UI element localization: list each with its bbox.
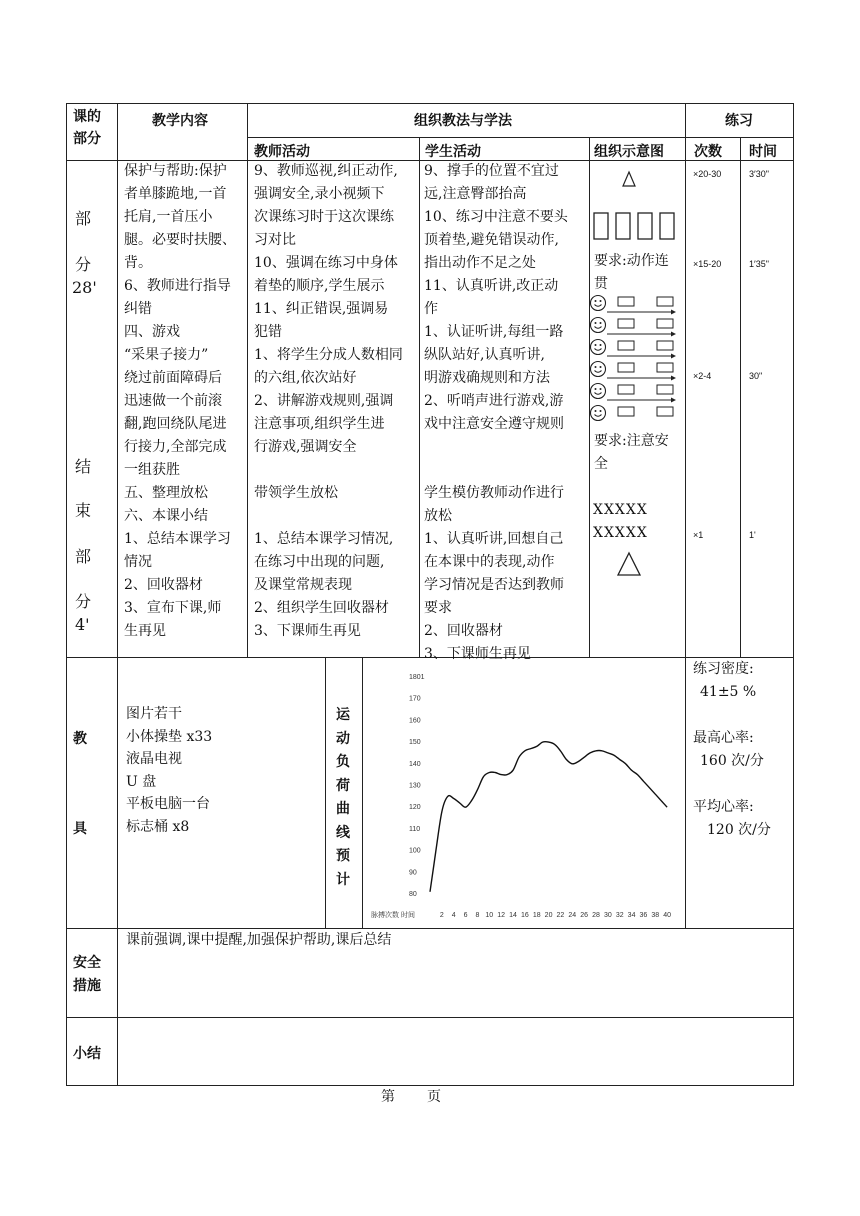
teacher-line: 及课堂常规表现 bbox=[254, 577, 352, 593]
content-line: 纠错 bbox=[124, 301, 152, 317]
y-tick-label: 90 bbox=[409, 869, 417, 877]
equipment-item: 液晶电视 bbox=[126, 751, 182, 767]
x-tick-label: 30 bbox=[603, 912, 612, 919]
student-line: 3、下课师生再见 bbox=[424, 646, 531, 662]
y-tick-label: 100 bbox=[409, 847, 421, 855]
student-line: 2、回收器材 bbox=[424, 623, 503, 639]
safety-label bbox=[73, 952, 101, 998]
part-label: 部 bbox=[75, 547, 92, 566]
student-line: 2、听哨声进行游戏,游 bbox=[424, 393, 564, 409]
teacher-activity bbox=[254, 160, 403, 643]
teacher-line: 习对比 bbox=[254, 232, 296, 248]
student-line: 戏中注意安全遵守规则 bbox=[424, 416, 564, 432]
equipment-label-top: 教 bbox=[73, 731, 87, 747]
header-student: 学生活动 bbox=[425, 144, 481, 160]
diagram-requirement-2a: 要求:注意安 bbox=[594, 433, 669, 449]
content-line: 腿。必要时扶腰、 bbox=[124, 232, 236, 248]
content-line: 行接力,全部完成 bbox=[124, 439, 227, 455]
student-line: 作 bbox=[424, 301, 438, 317]
x-tick-label: 16 bbox=[520, 912, 529, 919]
equipment-item: U 盘 bbox=[126, 773, 157, 790]
part-label: 28' bbox=[72, 278, 97, 297]
content-line: 翻,跑回绕队尾进 bbox=[124, 416, 227, 432]
header-method: 组织教法与学法 bbox=[414, 113, 512, 129]
part-label: 结 bbox=[75, 457, 92, 476]
x-axis-label: 脉搏次数 时间 bbox=[371, 912, 415, 919]
relay-team-diagram bbox=[589, 293, 685, 425]
x-tick-label: 40 bbox=[663, 912, 672, 919]
teacher-line bbox=[254, 459, 403, 482]
student-line bbox=[424, 436, 568, 459]
teacher-line: 9、教师巡视,纠正动作, bbox=[254, 163, 398, 179]
student-line: 纵队站好,认真听讲, bbox=[424, 347, 545, 363]
practice-count: ×1 bbox=[693, 530, 704, 540]
formation-row-2: XXXXX bbox=[593, 525, 648, 541]
practice-time: 3′30" bbox=[749, 169, 769, 179]
safety-label-line1: 安全 bbox=[73, 955, 101, 971]
teacher-line: 10、强调在练习中身体 bbox=[254, 255, 398, 271]
teacher-line: 注意事项,组织学生进 bbox=[254, 416, 385, 432]
formation-row-1: XXXXX bbox=[593, 502, 648, 518]
header-times: 次数 bbox=[694, 144, 722, 160]
practice-count: ×15-20 bbox=[693, 259, 722, 269]
load-curve-char: 预 bbox=[336, 848, 350, 864]
content-line: “采果子接力” bbox=[124, 347, 209, 363]
student-line: 10、练习中注意不要头 bbox=[424, 209, 568, 225]
heart-rate-series-line bbox=[430, 742, 667, 892]
student-line: 1、认证听讲,每组一路 bbox=[424, 324, 564, 340]
x-tick-label: 8 bbox=[475, 912, 480, 919]
part-label: 4' bbox=[75, 615, 90, 634]
student-line bbox=[424, 459, 568, 482]
content-line: 生再见 bbox=[124, 623, 166, 639]
x-tick-label: 14 bbox=[509, 912, 517, 919]
student-line: 11、认真听讲,改正动 bbox=[424, 278, 559, 294]
header-diagram: 组织示意图 bbox=[594, 144, 664, 160]
part-label: 束 bbox=[75, 501, 92, 520]
heart-rate-chart bbox=[363, 658, 685, 928]
teacher-line: 行游戏,强调安全 bbox=[254, 439, 357, 455]
density-label: 练习密度: bbox=[693, 661, 754, 677]
x-tick-label: 2 bbox=[439, 912, 444, 919]
teacher-line: 2、讲解游戏规则,强调 bbox=[254, 393, 394, 409]
x-tick-label: 18 bbox=[532, 912, 541, 919]
load-curve-char: 计 bbox=[336, 871, 350, 888]
teacher-triangle-icon bbox=[620, 170, 638, 188]
summary-label: 小结 bbox=[73, 1046, 101, 1062]
y-tick-label: 110 bbox=[409, 825, 421, 833]
student-line: 9、撑手的位置不宜过 bbox=[424, 163, 559, 179]
student-line: 1、认真听讲,回想自己 bbox=[424, 531, 564, 547]
content-line: 情况 bbox=[124, 554, 152, 570]
load-curve-char: 曲 bbox=[336, 801, 350, 817]
practice-time: 1′35" bbox=[749, 259, 769, 269]
student-line: 要求 bbox=[424, 600, 452, 616]
header-teacher: 教师活动 bbox=[254, 144, 310, 160]
teacher-line: 3、下课师生再见 bbox=[254, 623, 361, 639]
student-line: 放松 bbox=[424, 508, 452, 524]
content-line: 五、整理放松 bbox=[124, 485, 208, 501]
header-practice: 练习 bbox=[725, 113, 753, 129]
content-line: 1、总结本课学习 bbox=[124, 531, 231, 547]
student-line: 指出动作不足之处 bbox=[424, 255, 536, 271]
x-tick-label: 28 bbox=[592, 912, 600, 919]
part-label: 分 bbox=[75, 255, 92, 274]
content-line: 者单膝跪地,一首 bbox=[124, 186, 227, 202]
content-line: 一组获胜 bbox=[124, 462, 180, 478]
student-activity bbox=[424, 160, 568, 666]
teacher-triangle-icon bbox=[616, 551, 642, 577]
diagram-requirement-1a: 要求:动作连 bbox=[594, 253, 669, 269]
x-tick-label: 26 bbox=[580, 912, 589, 919]
part-label: 部 bbox=[75, 209, 92, 228]
y-tick-label: 150 bbox=[409, 739, 421, 747]
teacher-line: 带领学生放松 bbox=[254, 485, 338, 501]
header-content: 教学内容 bbox=[152, 113, 208, 129]
load-curve-char: 线 bbox=[336, 824, 350, 841]
teacher-line: 2、组织学生回收器材 bbox=[254, 600, 389, 616]
practice-time: 30" bbox=[749, 371, 763, 381]
y-tick-label: 80 bbox=[409, 891, 417, 898]
teacher-line: 的六组,依次站好 bbox=[254, 370, 357, 386]
content-line: 六、本课小结 bbox=[124, 508, 208, 524]
teaching-content bbox=[124, 160, 236, 643]
student-line: 顶着垫,避免错误动作, bbox=[424, 232, 559, 248]
safety-label-line2: 措施 bbox=[73, 978, 101, 994]
y-tick-label: 120 bbox=[409, 804, 421, 812]
max-hr-value: 160 次/分 bbox=[700, 753, 764, 769]
content-line: 6、教师进行指导 bbox=[124, 278, 231, 294]
mat-row-icon bbox=[592, 210, 682, 242]
load-curve-label bbox=[334, 704, 352, 892]
x-tick-label: 20 bbox=[544, 912, 553, 919]
x-tick-label: 38 bbox=[651, 912, 660, 919]
practice-time: 1' bbox=[749, 530, 756, 540]
x-tick-label: 32 bbox=[615, 912, 624, 919]
max-hr-label: 最高心率: bbox=[693, 730, 754, 746]
page-number-suffix: 页 bbox=[427, 1089, 441, 1105]
content-line: 背。 bbox=[124, 255, 152, 271]
y-tick-label: 140 bbox=[409, 760, 421, 768]
content-line: 托肩,一首压小 bbox=[124, 209, 213, 225]
x-tick-label: 12 bbox=[497, 912, 506, 919]
density-value: 41±5 % bbox=[700, 684, 757, 700]
equipment-item: 平板电脑一台 bbox=[126, 796, 210, 812]
x-tick-label: 6 bbox=[463, 912, 468, 919]
content-line: 2、回收器材 bbox=[124, 577, 203, 593]
x-tick-label: 34 bbox=[627, 912, 636, 919]
y-tick-label: 130 bbox=[409, 782, 421, 790]
practice-count: ×20-30 bbox=[693, 169, 722, 179]
x-tick-label: 36 bbox=[639, 912, 648, 919]
x-tick-label: 4 bbox=[451, 912, 456, 919]
teacher-line: 次课练习时于这次课练 bbox=[254, 209, 394, 225]
load-curve-char: 动 bbox=[336, 730, 350, 747]
avg-hr-label: 平均心率: bbox=[693, 799, 754, 815]
diagram-requirement-1b: 贯 bbox=[594, 276, 608, 292]
header-part bbox=[73, 106, 101, 150]
page-number-prefix: 第 bbox=[381, 1089, 395, 1105]
equipment-item: 小体操垫 x33 bbox=[126, 728, 213, 745]
x-tick-label: 22 bbox=[556, 912, 565, 919]
safety-text: 课前强调,课中提醒,加强保护帮助,课后总结 bbox=[126, 932, 392, 948]
teacher-line: 在练习中出现的问题, bbox=[254, 554, 385, 570]
content-line: 迅速做一个前滚 bbox=[124, 393, 222, 409]
load-curve-char: 运 bbox=[336, 707, 350, 723]
teacher-line: 强调安全,录小视频下 bbox=[254, 186, 385, 202]
content-line: 3、宣布下课,师 bbox=[124, 600, 222, 616]
teacher-line: 犯错 bbox=[254, 324, 282, 340]
student-line: 学习情况是否达到教师 bbox=[424, 577, 564, 593]
relay-row bbox=[591, 296, 677, 315]
student-line: 在本课中的表现,动作 bbox=[424, 554, 555, 570]
header-part-line1: 课的 bbox=[73, 109, 101, 125]
x-tick-label: 10 bbox=[485, 912, 494, 919]
part-label: 分 bbox=[75, 592, 92, 611]
y-tick-label: 160 bbox=[409, 717, 421, 725]
header-part-line2: 部分 bbox=[73, 131, 101, 147]
teacher-line: 11、纠正错误,强调易 bbox=[254, 301, 389, 317]
equipment-item: 图片若干 bbox=[126, 706, 182, 722]
teacher-line: 1、总结本课学习情况, bbox=[254, 531, 394, 547]
student-line: 远,注意臀部抬高 bbox=[424, 186, 527, 202]
student-line: 学生模仿教师动作进行 bbox=[424, 485, 564, 501]
teacher-line bbox=[254, 505, 403, 528]
header-duration: 时间 bbox=[749, 144, 777, 160]
avg-hr-value: 120 次/分 bbox=[707, 822, 771, 838]
content-line: 绕过前面障碍后 bbox=[124, 370, 222, 386]
teacher-line: 1、将学生分成人数相同 bbox=[254, 347, 403, 363]
content-line: 四、游戏 bbox=[124, 324, 180, 340]
y-tick-label: 170 bbox=[409, 695, 421, 703]
teacher-line: 着垫的顺序,学生展示 bbox=[254, 278, 385, 294]
load-curve-char: 负 bbox=[336, 754, 350, 770]
equipment-label-bottom: 具 bbox=[73, 821, 87, 837]
equipment-item: 标志桶 x8 bbox=[126, 818, 190, 835]
student-line: 明游戏确规则和方法 bbox=[424, 370, 550, 386]
diagram-requirement-2b: 全 bbox=[594, 456, 608, 472]
practice-count: ×2-4 bbox=[693, 371, 712, 381]
x-tick-label: 24 bbox=[568, 912, 577, 919]
content-line: 保护与帮助:保护 bbox=[124, 163, 227, 179]
equipment-list bbox=[126, 703, 212, 838]
load-curve-char: 荷 bbox=[336, 777, 350, 794]
y-tick-label: 1801 bbox=[409, 674, 425, 681]
